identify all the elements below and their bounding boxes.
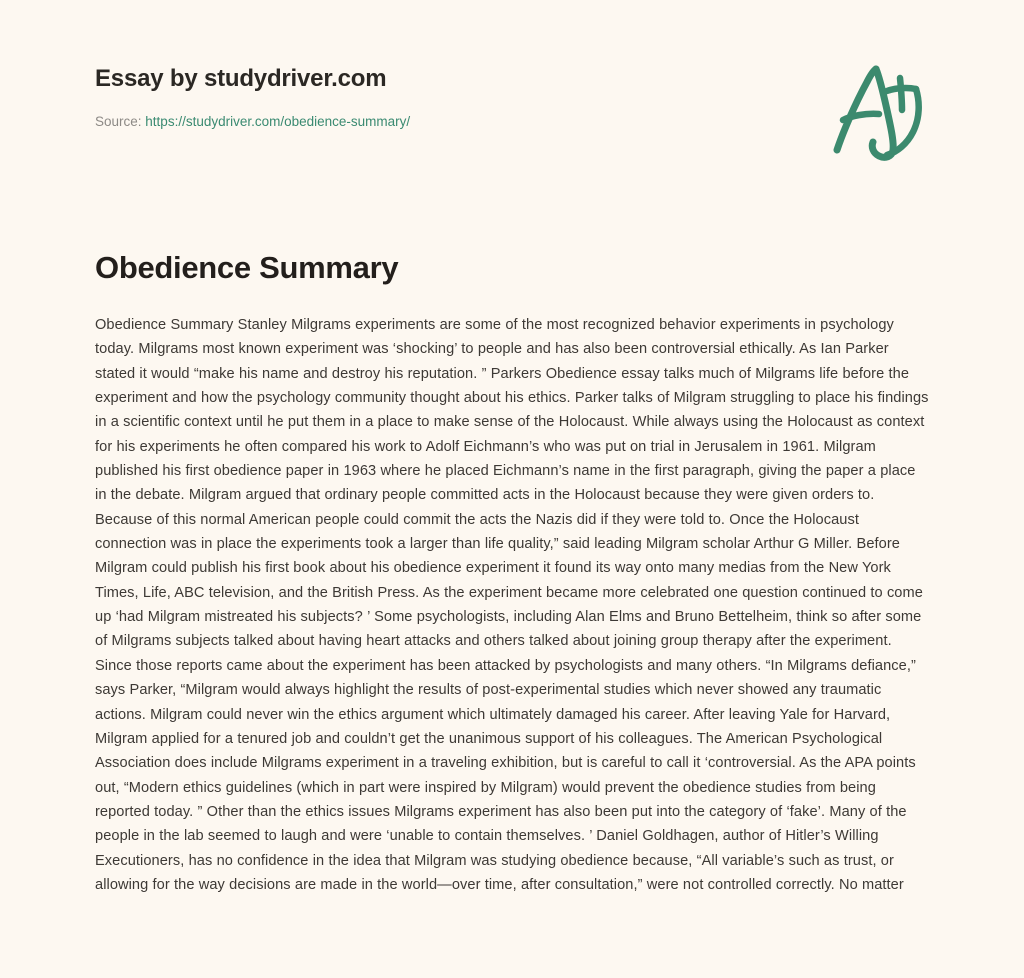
byline: Essay by studydriver.com (95, 65, 387, 92)
document-header (95, 66, 929, 162)
source-line (95, 114, 410, 130)
page-title: Obedience Summary (95, 250, 399, 285)
body-paragraph: Obedience Summary Stanley Milgrams experiments are some of the most recognized behavior experiments in psychology today. Milgrams most known experiment was ‘shocking’ to people and has also been controversial ethically. As Ian Parker stated it would “make his name and destroy his reputation. ” Parkers Obedience essay talks much of Milgrams life before the experiment and how the psychology community thought about his ethics. Parker talks of Milgram struggling to place his findings in a scientific context until he put them in a place to make sense of the Holocaust. While always using the Holocaust as context for his experiments he often compared his work to Adolf Eichmann’s who was put on trial in Jerusalem in 1961. Milgram published his first obedience paper in 1963 where he placed Eichmann’s name in the first paragraph, giving the paper a place in the debate. Milgram argued that ordinary people committed acts in the Holocaust because they were given orders to. Because of this normal American people could commit the acts the Nazis did if they were told to. Once the Holocaust connection was in place the experiments took a larger than life quality,” said leading Milgram scholar Arthur G Miller. Before Milgram could publish his first book about his obedience experiment it found its way onto many medias from the New York Times, Life, ABC television, and the British Press. As the experiment became more celebrated one question continued to come up ‘had Milgram mistreated his subjects? ’ Some psychologists, including Alan Elms and Bruno Bettelheim, think so after some of Milgrams subjects talked about having heart attacks and others talked about joining group therapy after the experiment. Since those reports came about the experiment has been attacked by psychologists and many others. “In Milgrams defiance,” says Parker, “Milgram would always highlight the results of post-experimental studies which never showed any traumatic actions. Milgram could never win the ethics argument which ultimately damaged his career. After leaving Yale for Harvard, Milgram applied for a tenured job and couldn’t get the unanimous support of his colleagues. The American Psychological Association does include Milgrams experiment in a traveling exhibition, but is careful to call it ‘controversial. As the APA points out, “Modern ethics guidelines (which in part were inspired by Milgram) would prevent the obedience studies from being reported today. ” Other than the ethics issues Milgrams experiment has also been put into the category of ‘fake’. Many of the people in the lab seemed to laugh and were ‘unable to contain themselves. ’ Daniel Goldhagen, author of Hitler’s Willing Executioners, has no confidence in the idea that Milgram was studying obedience because, “All variable’s such as trust, or allowing for the way decisions are made in the world—over time, after consultation,” were not controlled correctly. No matter (95, 317, 929, 893)
a-plus-logo-icon (827, 58, 923, 162)
header-text-block (95, 66, 410, 131)
document-body (95, 313, 931, 978)
source-url-link[interactable]: https://studydriver.com/obedience-summary/ (145, 114, 411, 130)
source-label: Source: (95, 114, 142, 130)
